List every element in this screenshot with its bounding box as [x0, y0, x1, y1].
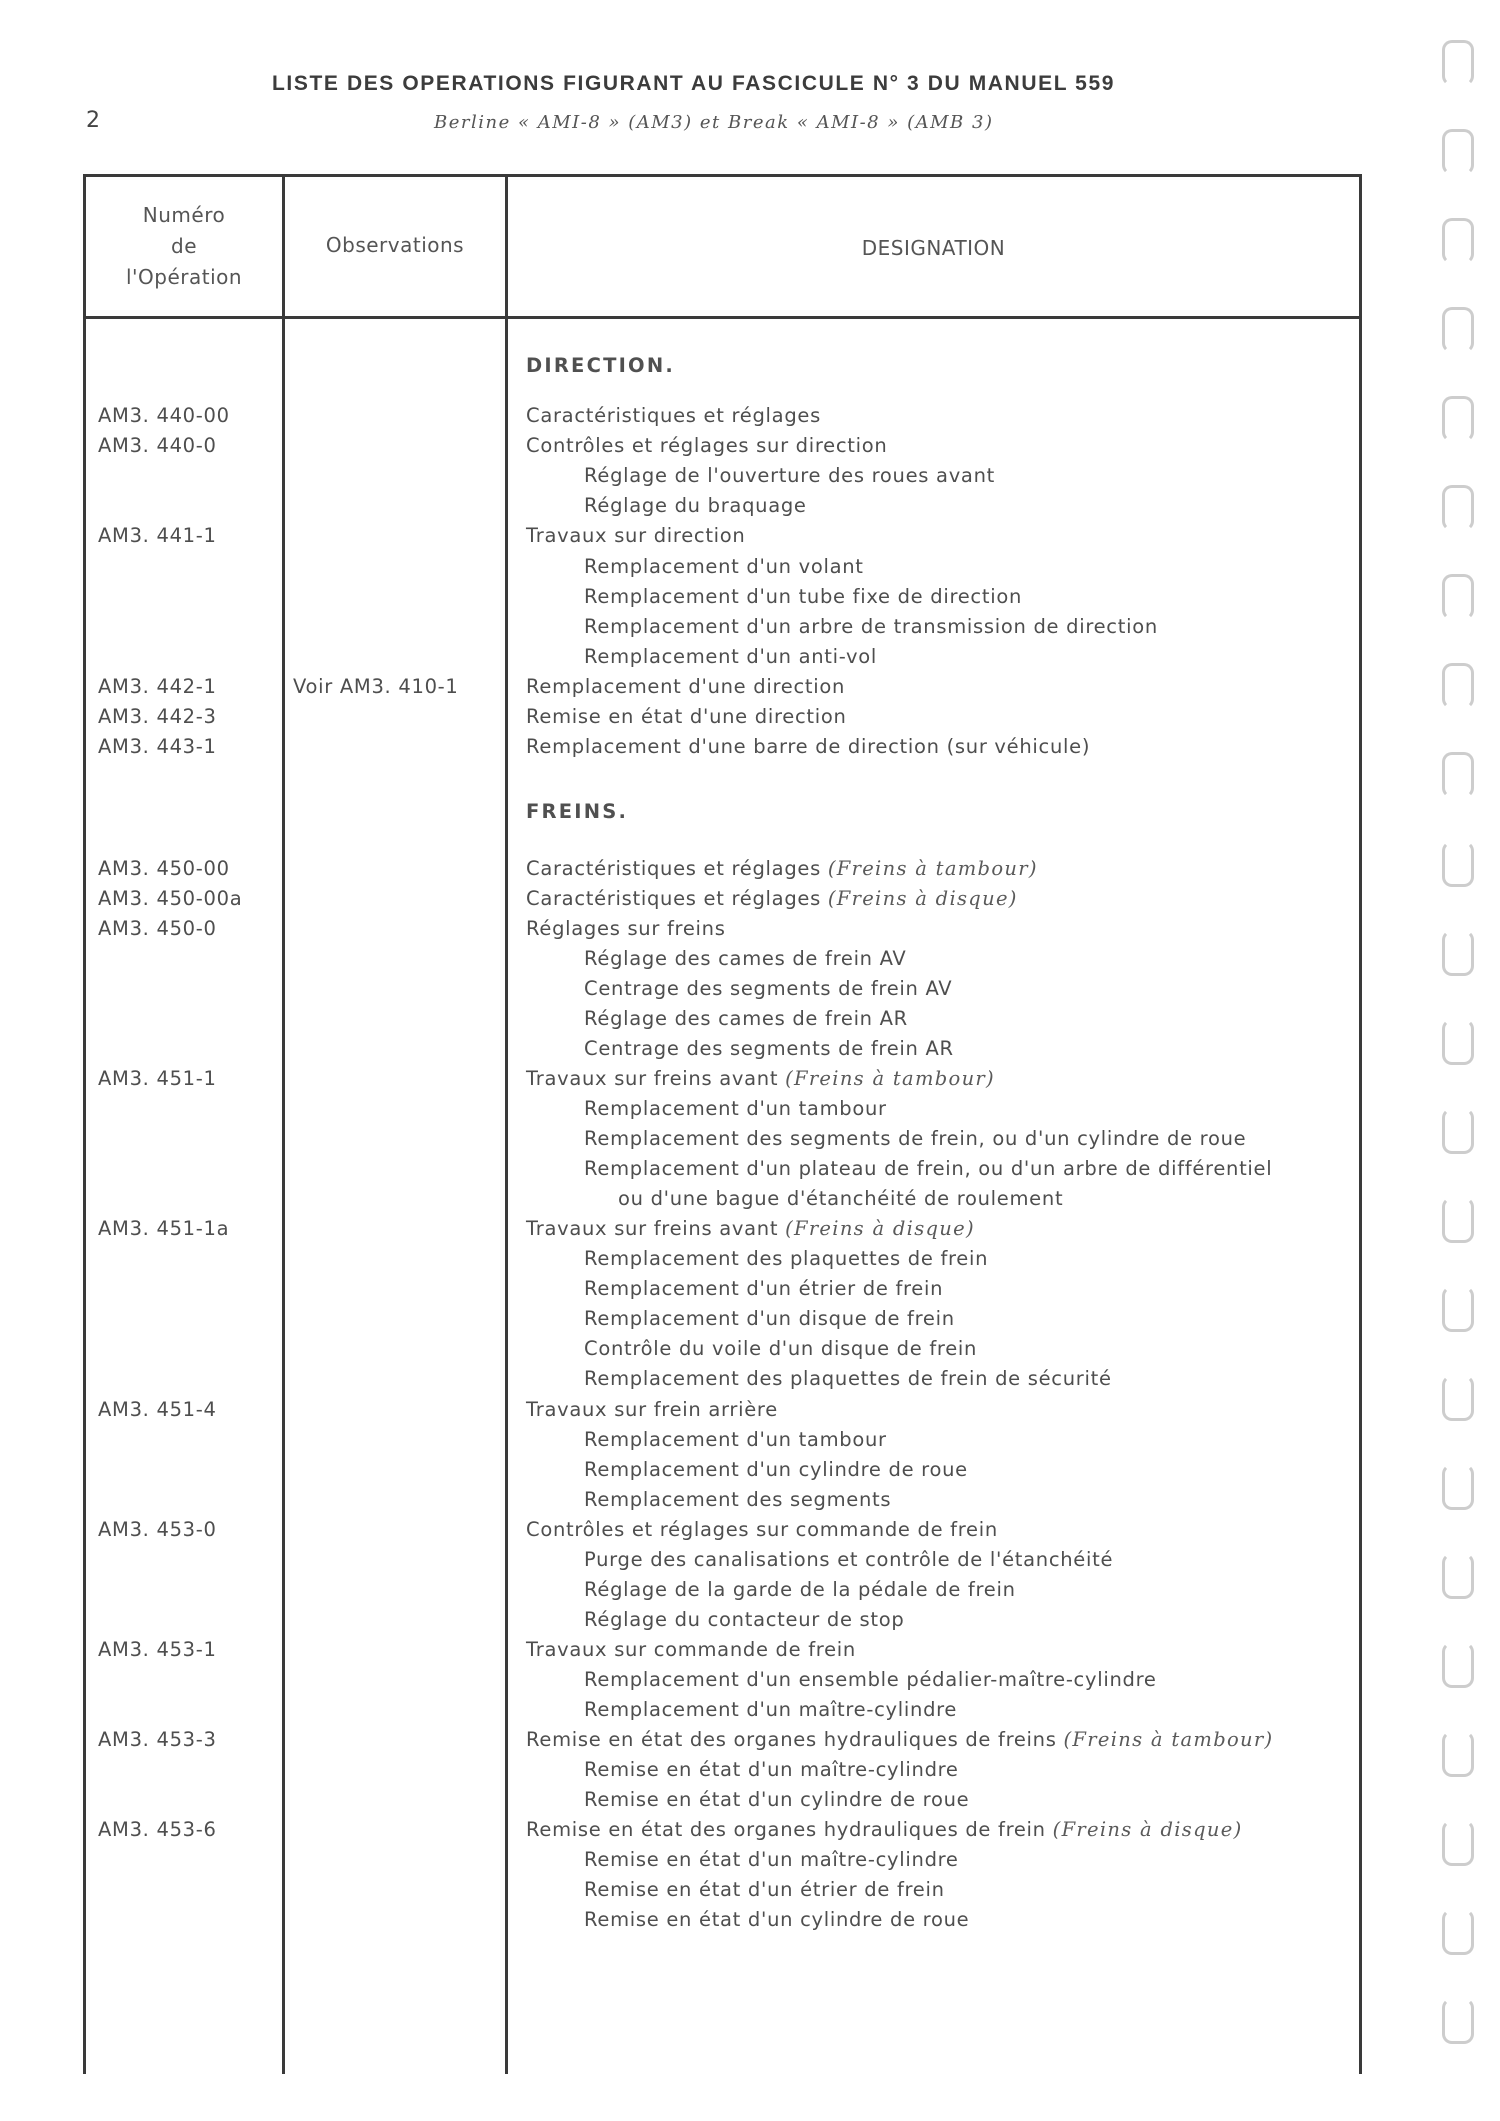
designation-entry [526, 887, 1018, 910]
designation-subentry [584, 1007, 908, 1030]
designation-text: Travaux sur direction [526, 524, 746, 547]
binder-hole [1442, 574, 1474, 620]
designation-text: Travaux sur commande de frein [526, 1638, 856, 1661]
designation-text: Contrôles et réglages sur commande de frein [526, 1518, 998, 1541]
designation-text: Caractéristiques et réglages [526, 857, 821, 880]
designation-text: Contrôles et réglages sur direction [526, 434, 888, 457]
observation-text: Voir AM3. 410-1 [293, 675, 459, 698]
operation-number: AM3. 450-0 [98, 917, 217, 940]
designation-text: Caractéristiques et réglages [526, 887, 821, 910]
binder-hole [1442, 1642, 1474, 1688]
designation-entry [526, 735, 1090, 758]
designation-text: Remplacement d'un tube fixe de direction [584, 585, 1023, 608]
designation-subentry [584, 1428, 887, 1451]
designation-text: Remplacement d'un tambour [584, 1097, 887, 1120]
brake-type-note: (Freins à tambour) [1063, 1728, 1274, 1751]
designation-subentry [584, 1878, 945, 1901]
designation-subentry [584, 464, 995, 487]
designation-text: Remplacement d'une barre de direction (sur véhicule) [526, 735, 1091, 758]
binder-hole [1442, 1998, 1474, 2044]
designation-text: Remise en état des organes hydrauliques de frein [526, 1818, 1046, 1841]
designation-entry [526, 857, 1038, 880]
operation-number: AM3. 453-1 [98, 1638, 217, 1661]
designation-text: Réglage du contacteur de stop [584, 1608, 905, 1631]
column-divider-2 [505, 174, 508, 2074]
binder-hole [1442, 663, 1474, 709]
table-left-border [83, 174, 86, 2074]
header-operation-number: Numéro de l'Opération [125, 203, 243, 289]
binder-hole [1442, 218, 1474, 264]
designation-subentry [584, 1337, 977, 1360]
designation-text: Remise en état d'un maître-cylindre [584, 1758, 959, 1781]
operation-number: AM3. 443-1 [98, 735, 217, 758]
designation-subentry [584, 1668, 1157, 1691]
designation-subentry [618, 1187, 1063, 1210]
designation-subentry [584, 1307, 955, 1330]
designation-text: Centrage des segments de frein AR [584, 1037, 954, 1060]
designation-subentry [584, 494, 807, 517]
operation-number: AM3. 440-00 [98, 404, 230, 427]
designation-text: Travaux sur frein arrière [526, 1398, 778, 1421]
brake-type-note: (Freins à disque) [827, 887, 1018, 910]
designation-subentry [584, 1788, 969, 1811]
binder-hole [1442, 1731, 1474, 1777]
designation-text: Remplacement d'un disque de frein [584, 1307, 955, 1330]
operation-number: AM3. 442-1 [98, 675, 217, 698]
designation-subentry [584, 1127, 1246, 1150]
column-divider-1 [282, 174, 285, 2074]
designation-subentry [584, 1367, 1112, 1390]
designation-text: Remise en état des organes hydrauliques de freins [526, 1728, 1057, 1751]
designation-entry [526, 675, 845, 698]
designation-entry [526, 917, 726, 940]
designation-subentry [584, 1097, 887, 1120]
operation-number: AM3. 440-0 [98, 434, 217, 457]
binder-hole [1442, 485, 1474, 531]
binder-hole [1442, 1375, 1474, 1421]
designation-text: Remplacement d'un volant [584, 555, 864, 578]
designation-text: Réglage des cames de frein AR [584, 1007, 908, 1030]
designation-text: Remplacement des segments [584, 1488, 892, 1511]
operation-number: AM3. 441-1 [98, 524, 217, 547]
designation-text: Réglage de la garde de la pédale de frein [584, 1578, 1016, 1601]
designation-text: Caractéristiques et réglages [526, 404, 821, 427]
designation-subentry [584, 555, 864, 578]
designation-subentry [584, 1157, 1272, 1180]
designation-subentry [584, 1908, 969, 1931]
designation-subentry [584, 1488, 891, 1511]
designation-subentry [584, 585, 1022, 608]
page-subtitle: Berline « AMI-8 » (AM3) et Break « AMI-8 » (AMB 3) [434, 112, 994, 133]
designation-text: Travaux sur freins avant [526, 1217, 779, 1240]
designation-text: Remplacement d'un étrier de frein [584, 1277, 944, 1300]
designation-subentry [584, 977, 952, 1000]
binder-hole [1442, 396, 1474, 442]
section-heading-direction: DIRECTION. [526, 354, 675, 377]
designation-text: Réglage du braquage [584, 494, 807, 517]
designation-subentry [584, 947, 906, 970]
designation-text: Réglages sur freins [526, 917, 726, 940]
page-title: LISTE DES OPERATIONS FIGURANT AU FASCICULE N° 3 DU MANUEL 559 [272, 72, 1116, 95]
binder-hole [1442, 1108, 1474, 1154]
operation-number: AM3. 442-3 [98, 705, 217, 728]
designation-subentry [584, 1458, 968, 1481]
designation-entry [526, 1067, 995, 1090]
designation-entry [526, 705, 847, 728]
designation-subentry [584, 1037, 954, 1060]
designation-subentry [584, 1848, 959, 1871]
brake-type-note: (Freins à disque) [785, 1217, 975, 1240]
designation-text: Remplacement d'un cylindre de roue [584, 1458, 968, 1481]
brake-type-note: (Freins à tambour) [785, 1067, 995, 1090]
binder-hole [1442, 1464, 1474, 1510]
designation-text: Centrage des segments de frein AV [584, 977, 953, 1000]
binder-hole [1442, 930, 1474, 976]
designation-subentry [584, 1277, 943, 1300]
designation-text: ou d'une bague d'étanchéité de roulement [618, 1187, 1064, 1210]
designation-subentry [584, 645, 877, 668]
designation-text: Contrôle du voile d'un disque de frein [584, 1337, 978, 1360]
operation-number: AM3. 451-1a [98, 1217, 230, 1240]
designation-entry [526, 1217, 975, 1240]
designation-text: Remplacement d'un tambour [584, 1428, 887, 1451]
table-right-border [1359, 174, 1362, 2074]
designation-entry [526, 1728, 1273, 1751]
designation-text: Remplacement des plaquettes de frein [584, 1247, 989, 1270]
operation-number: AM3. 450-00a [98, 887, 243, 910]
binder-hole [1442, 1820, 1474, 1866]
designation-text: Remise en état d'un étrier de frein [584, 1878, 945, 1901]
designation-text: Remplacement d'un arbre de transmission de direction [584, 615, 1158, 638]
binder-hole [1442, 1286, 1474, 1332]
binder-hole [1442, 841, 1474, 887]
operation-number: AM3. 453-3 [98, 1728, 217, 1751]
designation-entry [526, 1638, 856, 1661]
designation-text: Remplacement d'un ensemble pédalier-maître-cylindre [584, 1668, 1157, 1691]
table-top-border [83, 174, 1362, 177]
designation-subentry [584, 1608, 904, 1631]
designation-entry [526, 434, 887, 457]
designation-entry [526, 1398, 778, 1421]
operation-number: AM3. 451-1 [98, 1067, 217, 1090]
designation-entry [526, 1518, 998, 1541]
designation-text: Travaux sur freins avant [526, 1067, 779, 1090]
designation-subentry [584, 1698, 957, 1721]
operation-number: AM3. 453-0 [98, 1518, 217, 1541]
binder-hole [1442, 307, 1474, 353]
section-heading-freins: FREINS. [526, 800, 629, 823]
designation-text: Réglage des cames de frein AV [584, 947, 907, 970]
designation-text: Remise en état d'un cylindre de roue [584, 1788, 970, 1811]
designation-text: Remplacement d'un maître-cylindre [584, 1698, 958, 1721]
table-header-divider [83, 316, 1362, 319]
header-observations: Observations [325, 233, 465, 257]
designation-text: Remplacement des plaquettes de frein de sécurité [584, 1367, 1112, 1390]
binder-hole [1442, 129, 1474, 175]
header-designation: DESIGNATION [861, 236, 1006, 260]
binder-hole [1442, 40, 1474, 86]
designation-text: Purge des canalisations et contrôle de l'étanchéité [584, 1548, 1114, 1571]
designation-text: Remplacement d'un anti-vol [584, 645, 877, 668]
designation-text: Remise en état d'un maître-cylindre [584, 1848, 959, 1871]
designation-text: Remplacement d'un plateau de frein, ou d'un arbre de différentiel [584, 1157, 1273, 1180]
designation-text: Réglage de l'ouverture des roues avant [584, 464, 995, 487]
binder-hole [1442, 1553, 1474, 1599]
designation-subentry [584, 615, 1158, 638]
operation-number: AM3. 453-6 [98, 1818, 217, 1841]
page-number: 2 [86, 108, 100, 133]
designation-text: Remplacement d'une direction [526, 675, 846, 698]
designation-text: Remise en état d'une direction [526, 705, 847, 728]
designation-subentry [584, 1548, 1113, 1571]
brake-type-note: (Freins à disque) [1052, 1818, 1243, 1841]
designation-entry [526, 524, 746, 547]
binder-hole [1442, 752, 1474, 798]
designation-subentry [584, 1247, 988, 1270]
binder-hole [1442, 1019, 1474, 1065]
designation-entry [526, 404, 821, 427]
binder-hole [1442, 1197, 1474, 1243]
brake-type-note: (Freins à tambour) [827, 857, 1038, 880]
operation-number: AM3. 451-4 [98, 1398, 217, 1421]
designation-subentry [584, 1758, 959, 1781]
designation-text: Remplacement des segments de frein, ou d'un cylindre de roue [584, 1127, 1247, 1150]
designation-subentry [584, 1578, 1016, 1601]
binder-hole [1442, 1909, 1474, 1955]
designation-text: Remise en état d'un cylindre de roue [584, 1908, 970, 1931]
operation-number: AM3. 450-00 [98, 857, 230, 880]
designation-entry [526, 1818, 1243, 1841]
